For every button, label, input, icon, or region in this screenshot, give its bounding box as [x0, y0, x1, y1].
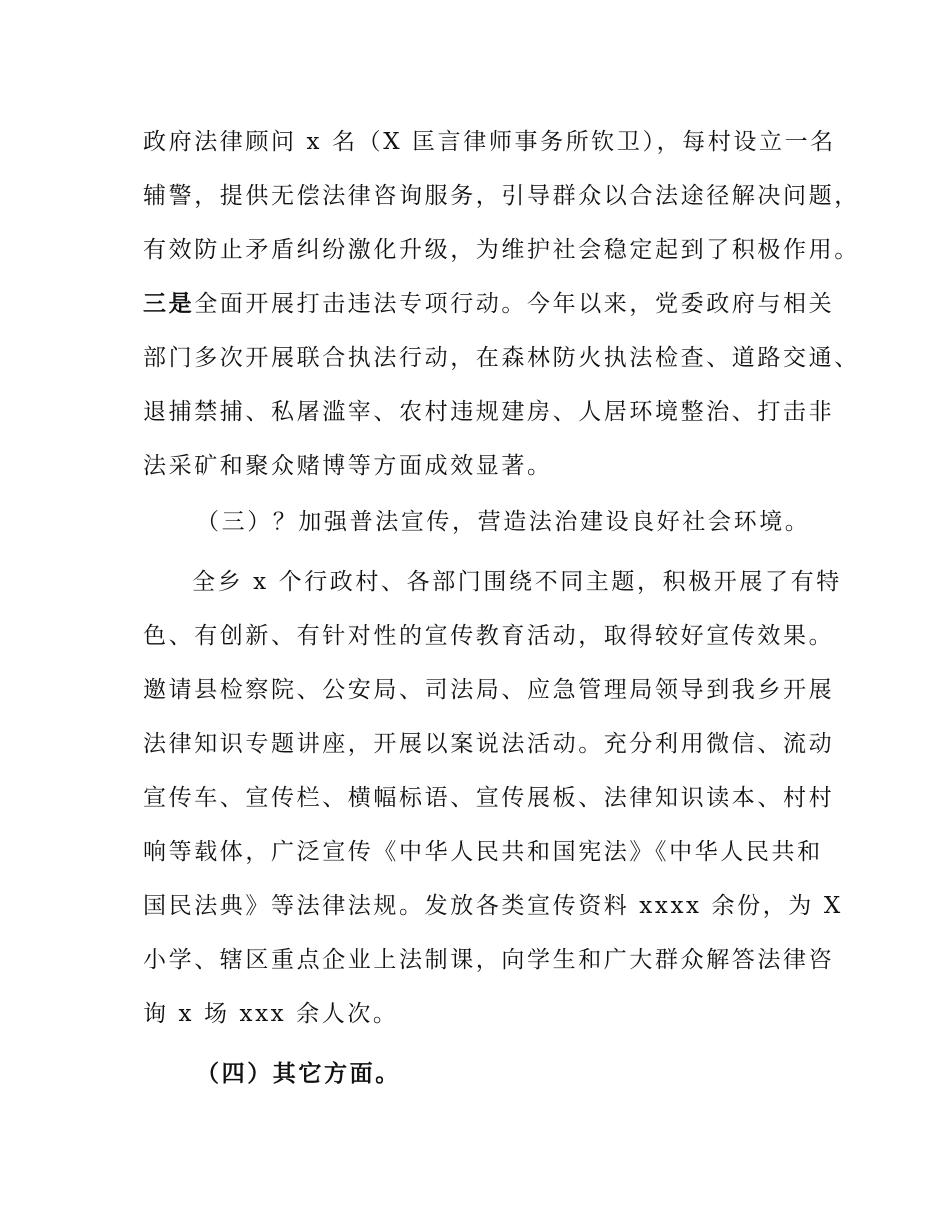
paragraph-line: 辅警，提供无偿法律咨询服务，引导群众以合法途径解决问题，: [143, 183, 860, 209]
section-heading-three: （三）？加强普法宣传，营造法治建设良好社会环境。: [196, 509, 811, 535]
paragraph-line: 小学、辖区重点企业上法制课，向学生和广大群众解答法律咨: [143, 947, 835, 973]
point-lead-three: 三是: [143, 291, 195, 317]
paragraph-line: [143, 289, 834, 319]
paragraph-line: 宣传车、宣传栏、横幅标语、宣传展板、法律知识读本、村村: [143, 785, 835, 811]
paragraph-line: 法采矿和聚众赌博等方面成效显著。: [143, 453, 553, 479]
paragraph-line: 全乡 x 个行政村、各部门围绕不同主题，积极开展了有特: [192, 569, 842, 595]
paragraph-line-rest: 全面开展打击违法专项行动。今年以来，党委政府与相关: [194, 291, 835, 317]
section-heading-four: （四）其它方面。: [196, 1061, 401, 1087]
paragraph-line: 响等载体，广泛宣传《中华人民共和国宪法》《中华人民共和: [143, 839, 823, 865]
paragraph-line: 邀请县检察院、公安局、司法局、应急管理局领导到我乡开展: [143, 677, 835, 703]
paragraph-line: 政府法律顾问 x 名（X 匡言律师事务所钦卫），每村设立一名: [143, 129, 836, 155]
paragraph-line: 国民法典》等法律法规。发放各类宣传资料 xxxx 余份，为 X: [143, 893, 843, 919]
paragraph-line: 部门多次开展联合执法行动，在森林防火执法检查、道路交通、: [143, 345, 860, 371]
paragraph-line: 色、有创新、有针对性的宣传教育活动，取得较好宣传效果。: [143, 623, 835, 649]
paragraph-line: 询 x 场 xxx 余人次。: [143, 1001, 399, 1027]
paragraph-line: 有效防止矛盾纠纷激化升级，为维护社会稳定起到了积极作用。: [143, 237, 860, 263]
paragraph-line: 法律知识专题讲座，开展以案说法活动。充分利用微信、流动: [143, 731, 835, 757]
paragraph-line: 退捕禁捕、私屠滥宰、农村违规建房、人居环境整治、打击非: [143, 399, 835, 425]
